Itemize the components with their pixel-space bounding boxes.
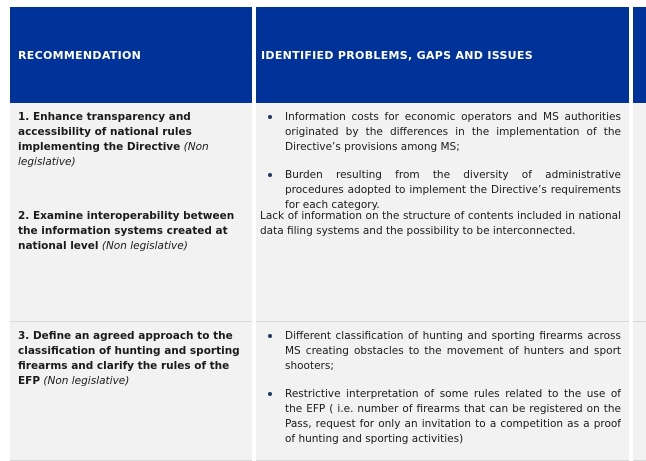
header-label-issues: IDENTIFIED PROBLEMS, GAPS AND ISSUES	[261, 48, 533, 62]
issue-item: Restrictive interpretation of some rules related to the use of the EFP ( i.e. number of firearms that can be registered on the Pass, request for only an invitation to a competition as a proof of hunting and sporting activities)	[256, 387, 629, 447]
recommendation-text-3	[10, 322, 252, 389]
recommendation-cell-4	[10, 440, 252, 453]
header-label-recommendation: RECOMMENDATION	[18, 48, 142, 62]
recommendations-table	[10, 7, 646, 453]
issues-cell-2	[256, 202, 629, 322]
recommendation-qualifier-2: (Non legislative)	[101, 240, 188, 252]
issue-item: Information costs for economic operators and MS authorities originated by the differences in the implementation of the Directive’s provisions among MS;	[256, 110, 629, 155]
table-header-row	[10, 7, 646, 103]
issues-list-1	[256, 103, 629, 213]
recommendation-text-1	[10, 103, 252, 170]
recommendation-qualifier-1: (Non legislative)	[18, 141, 209, 168]
table-row	[10, 103, 646, 211]
issues-cell-3	[256, 322, 629, 461]
recommendation-text-2	[10, 202, 252, 254]
recommendation-title-2: 2. Examine interoperability between the information systems created at national level	[18, 210, 235, 252]
recommendation-title-1: 1. Enhance transparency and accessibility of national rules implementing the Directive	[18, 111, 192, 153]
table-row	[10, 202, 646, 322]
header-cell-cropped	[633, 7, 646, 103]
recommendation-title-3: 3. Define an agreed approach to the classification of hunting and sporting firearms and clarify the rules of the EFP	[18, 330, 240, 387]
header-cell-recommendation	[10, 7, 252, 103]
issue-item: Burden resulting from the diversity of administrative procedures adopted to implement the Directive’s requirements for each category.	[256, 168, 629, 213]
recommendation-qualifier-3: (Non legislative)	[43, 375, 130, 387]
issues-list-3	[256, 322, 629, 447]
header-cell-issues	[256, 7, 629, 103]
issue-item: Lack of information on the structure of contents included in national data filing systems and the possibility to be interconnected.	[260, 210, 621, 237]
issues-cell-1	[256, 103, 629, 227]
cropped-cell	[633, 440, 646, 453]
recommendation-cell-2	[10, 202, 252, 322]
cropped-cell	[633, 202, 646, 322]
table-row	[10, 322, 646, 445]
issue-item: Different classification of hunting and sporting firearms across MS creating obstacles to the movement of hunters and sport shooters;	[256, 329, 629, 374]
